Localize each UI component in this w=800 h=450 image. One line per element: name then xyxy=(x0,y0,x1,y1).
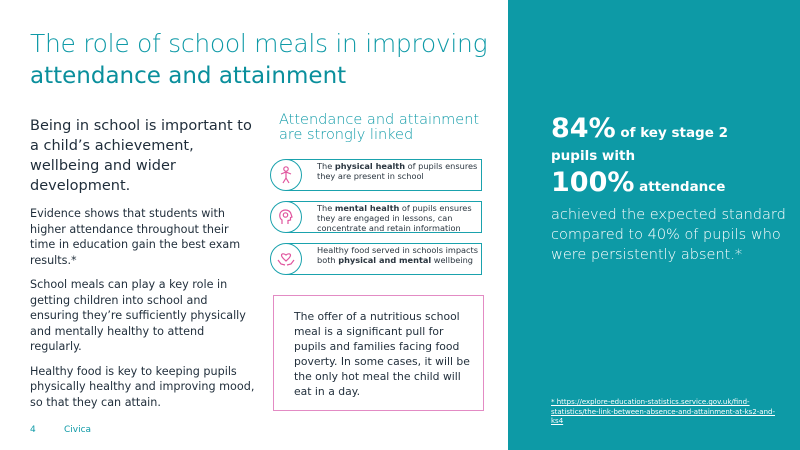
title-line-1: The role of school meals in improving xyxy=(30,29,488,58)
health-cards xyxy=(270,158,482,284)
brain-icon xyxy=(270,201,302,233)
school-meals-paragraph: School meals can play a key role in getting children into school and ensuring they’re sufficiently physically and mentally healthy to attend regularly. xyxy=(30,278,246,353)
left-column xyxy=(30,116,255,419)
card-text: The physical health of pupils ensures they are present in school xyxy=(317,161,478,181)
quote-text: The offer of a nutritious school meal is a significant pull for pupils and families facing food poverty. In some cases, it will be the only hot meal the child will eat in a day. xyxy=(294,310,470,398)
card-text: The mental health of pupils ensures they are engaged in lessons, can concentrate and retain information xyxy=(317,203,472,233)
middle-heading: Attendance and attainment are strongly linked xyxy=(279,112,480,143)
quote-box xyxy=(273,295,484,411)
person-icon xyxy=(270,159,302,191)
stat-line-3: 100% attendance xyxy=(551,167,726,198)
stat-panel xyxy=(508,0,800,450)
title-line-2: attendance and attainment xyxy=(30,63,347,89)
stat-line-2: pupils with xyxy=(551,148,636,164)
stat-line-1: 84% of key stage 2 xyxy=(551,113,728,144)
healthy-food-paragraph: Healthy food is key to keeping pupils physically healthy and improving mood, so that they can attain. xyxy=(30,364,255,409)
lead-paragraph: Being in school is important to a child’s achievement, wellbeing and wider development. xyxy=(30,118,252,194)
heart-hands-icon xyxy=(270,243,302,275)
stat-description: achieved the expected standard compared to 40% of pupils who were persistently absent.* xyxy=(551,207,786,263)
card-physical-health xyxy=(270,158,482,192)
brand-name: Civica xyxy=(64,425,92,435)
stat-percent-100: 100% xyxy=(551,167,635,198)
card-healthy-food xyxy=(270,242,482,276)
stat-percent-84: 84% xyxy=(551,113,616,144)
card-mental-health xyxy=(270,200,482,234)
page-title xyxy=(30,28,500,92)
source-link[interactable]: * https://explore-education-statistics.service.gov.uk/find-statistics/the-link-between-absence-and-attainment-at-ks2-and-ks4 xyxy=(551,398,775,425)
card-text: Healthy food served in schools impacts both physical and mental wellbeing xyxy=(317,245,479,265)
evidence-paragraph: Evidence shows that students with higher attendance throughout their time in education gain the best exam results.* xyxy=(30,207,241,267)
stat-block xyxy=(551,113,791,265)
page-number: 4 xyxy=(30,425,36,435)
